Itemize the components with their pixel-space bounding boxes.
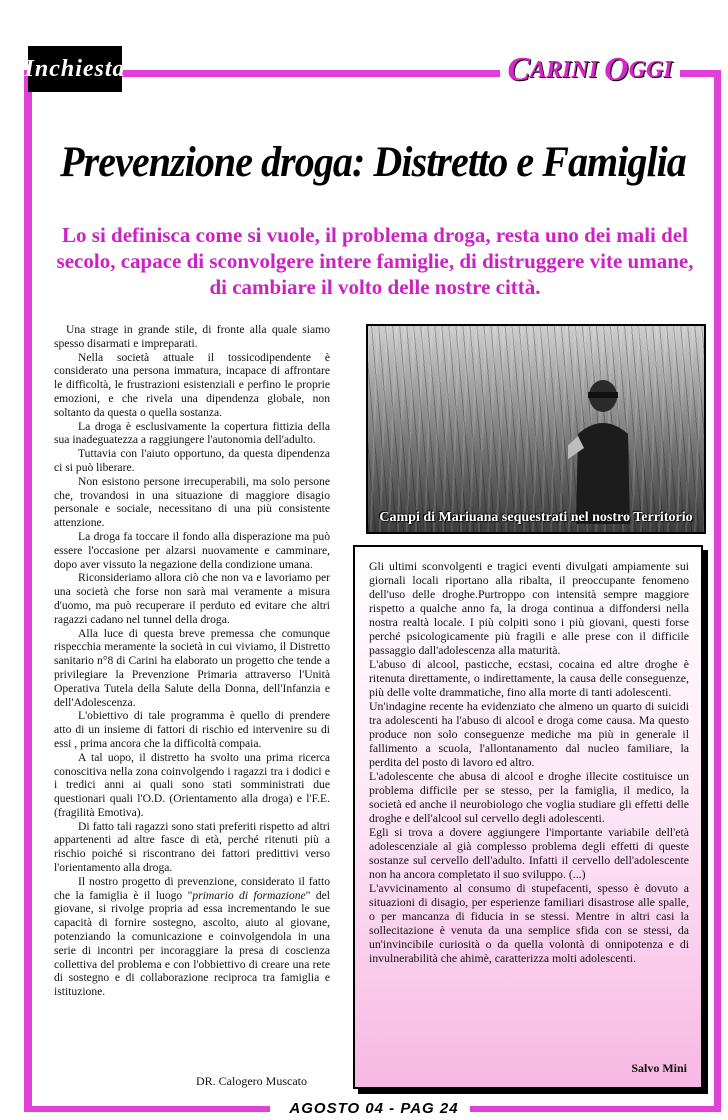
article-paragraph: La droga è esclusivamente la copertura fittizia della sua inadeguatezza a raggiungere l'autonomia dell'adulto. [54,419,330,447]
page-frame-right [714,70,721,1112]
article-paragraph: Di fatto tali ragazzi sono stati preferiti rispetto ad altri appartenenti ad altre fasce di età, perché ritenuti più a rischio poiché si riscontrano dei fattori predittivi verso l'orientamento alla droga. [54,819,330,875]
section-label [24,46,126,92]
sidebar-paragraph: Gli ultimi sconvolgenti e tragici eventi divulgati ampiamente sui giornali locali riportano alla ribalta, il preoccupante fenomeno dell'uso delle droghe.Purtroppo con intensità sempre maggiore rispetto a qualche anno fa, la droga continua a diffondersi nella nostra realtà locale. I più colpiti sono i più giovani, questi forse perché psicologicamente più fragili e alle prese con il difficile passaggio dall'adolescenza alla maturità. [369,559,689,657]
main-article [54,323,330,999]
page-frame-bottom-right [470,1106,721,1112]
masthead-initial-o: O [604,51,629,88]
sidebar-paragraph: Un'indagine recente ha evidenziato che almeno un quarto di suicidi tra adolescenti ha l'abuso di alcool e droga come causa. Ma questo produce non solo conseguenze mediche ma più in generale il fallimento a scuola, l'allontanamento dal nucleo familiare, la perdita del posto di lavoro ed altro. [369,699,689,769]
article-text: Il nostro progetto di prevenzione, considerato il fatto che la famiglia è il luogo " [54,874,330,902]
sidebar-signature: Salvo Mini [631,1061,687,1075]
person-figure-icon [568,374,638,524]
article-paragraph: Alla luce di questa breve premessa che comunque rispecchia meramente la società in cui viviamo, il Distretto sanitario n°8 di Carini ha elaborato un progetto che tende a privilegiare la Prevenzione Primaria attraverso l'Unità Operativa Tutela della Salute della Donna, dell'Infanzia e dell'Adolescenza. [54,626,330,709]
article-text: " del giovane, si rivolge propria ad essa incrementando le sue capacità di fornire sostegno, ascolto, aiuto al giovane, potenziando la comunicazione e coinvolgendola in una serie di incontri per incoraggiare la presa di coscienza collettiva del problema e con l'obbiettivo di creare una rete di sostegno e di collaborazione reciproca tra famiglia e istituzione. [54,888,330,999]
article-paragraph-last [54,875,330,999]
sidebar-paragraph: L'avvicinamento al consumo di stupefacenti, spesso è dovuto a situazioni di disagio, per esperienze familiari disastrose alle spalle, o per mancanza di fiducia in se stessi. Mentre in altri casi la sollecitazione è venuta da una semplice sfida con se stessi, da un'invincibile curiosità o da quella volontà di onnipotenza e di invulnerabilità che ahimè, caratterizza molti adolescenti. [369,881,689,965]
sidebar-box [353,545,703,1089]
article-paragraph: Riconsideriamo allora ciò che non va e lavoriamo per una società che forse non sarà mai veramente a misura d'uomo, ma può recuperare il perduto ed evitare che altri ragazzi cadano nel tunnel della droga. [54,571,330,626]
page-frame-bottom-left [24,1106,270,1112]
headline: Prevenzione droga: Distretto e Famiglia [60,139,686,186]
article-paragraph: Nella società attuale il tossicodipendente è considerato una persona immatura, incapace di affrontare le difficoltà, le frustrazioni esistenziali e perfino le proprie emozioni, e che rivela una dipendenza globale, non soltanto da questa o quella sostanza. [54,350,330,419]
page-frame-left [24,70,32,1112]
sidebar-paragraph: L'abuso di alcool, pasticche, ecstasi, cocaina ed altre droghe è ritenuta direttamente, o indirettamente, la causa delle conseguenze, più delle volte drammatiche, fino alla morte di tanti adolescenti. [369,657,689,699]
page-footer: AGOSTO 04 - PAG 24 [289,1100,459,1117]
standfirst: Lo si definisca come si vuole, il problema droga, resta uno dei mali del secolo, capace di sconvolgere intere famiglie, di distruggere vite umane, di cambiare il volto delle nostre città. [56,223,694,299]
article-paragraph: Non esistono persone irrecuperabili, ma solo persone che, trovandosi in una situazione di maggiore disagio personale e sociale, necessitano di una più consistente attenzione. [54,474,330,530]
masthead-logo [500,50,680,90]
sidebar-paragraph: Egli si trova a dovere aggiungere l'importante variabile dell'età adolescenziale al già complesso problema degli effetti di queste sostanze sul cervello dell'adulto. Infatti il cervello dell'adolescente non ha ancora completato il suo sviluppo. (...) [369,825,689,881]
article-paragraph: A tal uopo, il distretto ha svolto una prima ricerca conoscitiva nella zona coinvolgendo i ragazzi tra i dodici e i tredici anni ai quali sono stati somministrati due questionari quali l'O.D. (Orientamento alla droga) e l'F.E. (fragilità Emotiva). [54,750,330,819]
masthead-word-2-rest: GGI [628,56,673,83]
sidebar-paragraph: L'adolescente che abusa di alcool e droghe illecite costituisce un problema difficile per se stesso, per la famiglia, il medico, la società ed anche il neurobiologo che voglia studiare gli effetti delle droghe e dell'alcool sul cervello degli adolescenti. [369,769,689,825]
article-paragraph: Tuttavia con l'aiuto opportuno, da questa dipendenza ci si può liberare. [54,447,330,474]
masthead-word-1-rest: ARINI [530,56,599,83]
marijuana-field-photo [366,324,706,534]
article-byline: DR. Calogero Muscato [196,1074,307,1088]
article-paragraph: L'obiettivo di tale programma è quello di prendere atto di un insieme di fattori di rischio ed intervenire su di essi , prima ancora che la difficoltà compaia. [54,709,330,750]
section-label-text: Inchiesta [24,55,126,82]
article-paragraph: La droga fa toccare il fondo alla disperazione ma può essere l'occasione per alzarsi nuovamente e camminare, dopo aver vissuto la negazione della condizione umana. [54,529,330,571]
photo-caption: Campi di Mariuana sequestrati nel nostro Territorio [379,510,693,525]
article-emphasis: primario di formazione [192,888,306,902]
masthead-initial-c: C [507,51,531,88]
article-paragraph: Una strage in grande stile, di fronte alla quale siamo spesso disarmati e impreparati. [54,323,330,350]
